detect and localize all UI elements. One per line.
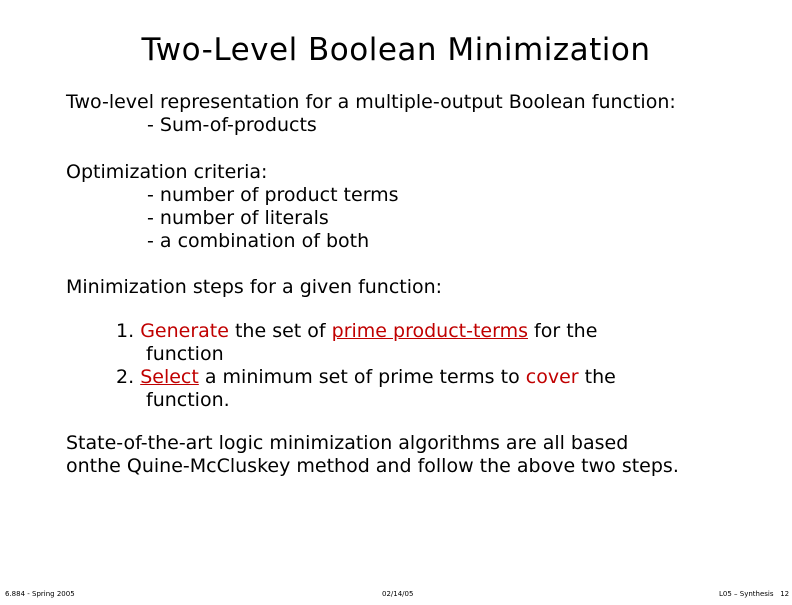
step-2-continuation: function. — [146, 389, 230, 411]
criteria-item: - a combination of both — [147, 230, 370, 252]
step-2-line — [116, 366, 616, 389]
step-1-number: 1. — [116, 320, 135, 342]
footer-lecture — [719, 590, 789, 598]
step-1-line — [116, 320, 597, 343]
criteria-item: - number of product terms — [147, 184, 399, 206]
slide-title: Two-Level Boolean Minimization — [141, 32, 651, 68]
footer-course: 6.884 - Spring 2005 — [5, 590, 75, 598]
representation-heading: Two-level representation for a multiple-output Boolean function: — [66, 91, 676, 113]
criteria-item: - number of literals — [147, 207, 329, 229]
representation-item: - Sum-of-products — [147, 114, 317, 136]
step-1-text-end: for the — [528, 320, 598, 342]
state-of-art-line-2: onthe Quine-McCluskey method and follow the above two steps. — [66, 455, 679, 477]
state-of-art-line-1: State-of-the-art logic minimization algorithms are all based — [66, 432, 629, 454]
step-1-verb: Generate — [140, 320, 229, 342]
step-2-number: 2. — [116, 366, 135, 388]
cover-keyword: cover — [525, 366, 579, 388]
step-1-continuation: function — [146, 343, 224, 365]
step-2-text: a minimum set of prime terms to — [198, 366, 526, 388]
step-2-verb: Select — [140, 366, 199, 388]
footer-page-number: 12 — [780, 590, 790, 598]
footer-date: 02/14/05 — [382, 590, 414, 598]
footer-lecture-title: L05 – Synthesis — [719, 590, 774, 598]
criteria-heading: Optimization criteria: — [66, 161, 268, 183]
steps-heading: Minimization steps for a given function: — [66, 276, 443, 298]
step-1-text: the set of — [228, 320, 332, 342]
step-2-text-end: the — [578, 366, 616, 388]
prime-product-terms-keyword: prime product-terms — [331, 320, 528, 342]
